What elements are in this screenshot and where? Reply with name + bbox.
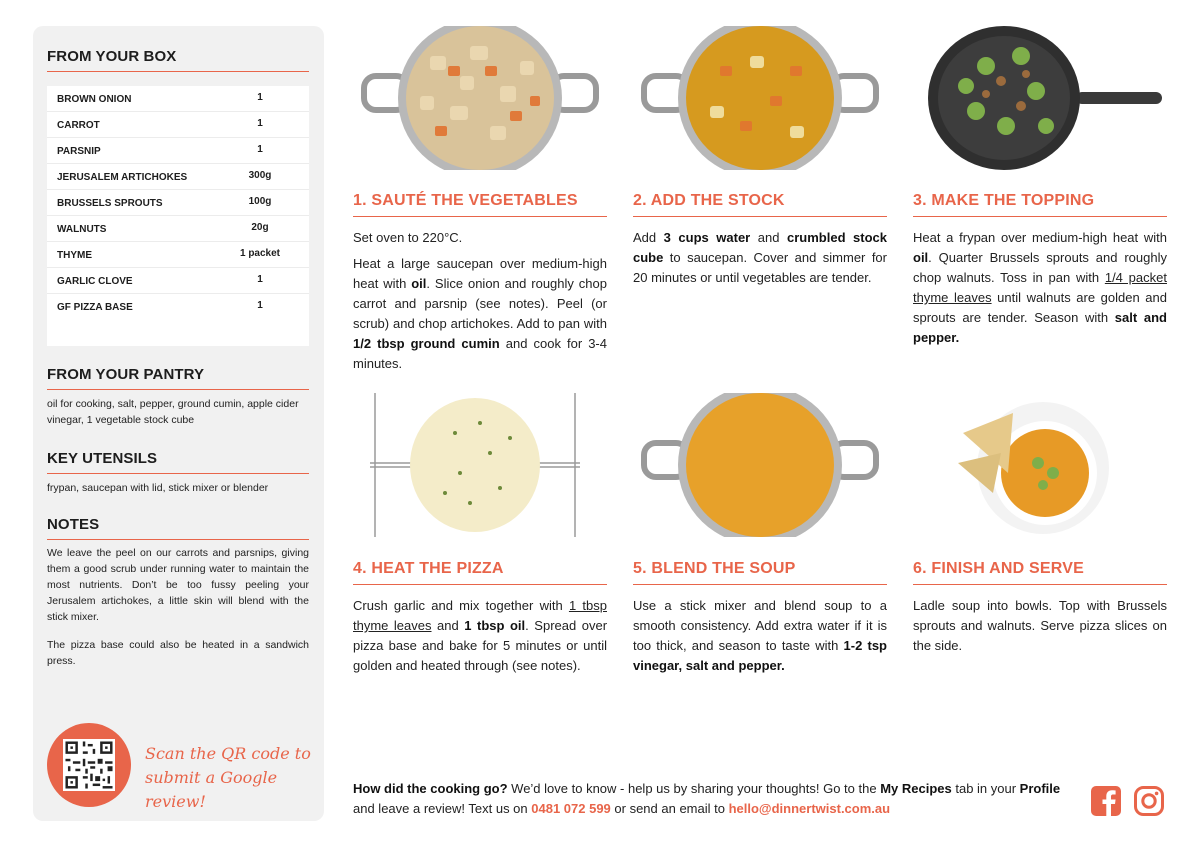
table-row	[47, 242, 309, 268]
from-your-pantry-heading: FROM YOUR PANTRY	[47, 366, 309, 390]
step-1-line-1: Set oven to 220°C.	[353, 230, 463, 245]
email-link[interactable]: hello@dinnertwist.com.au	[728, 801, 891, 816]
ingredient-qty: 1 packet	[239, 248, 281, 259]
table-row	[47, 294, 309, 320]
ingredient-qty: 1	[257, 118, 263, 129]
ingredient-qty: 1	[257, 274, 263, 285]
qr-review-note	[145, 742, 324, 814]
saute-vegetables-photo	[360, 26, 600, 170]
ingredient-qty: 20g	[251, 222, 269, 233]
ingredient-qty: 1	[257, 144, 263, 155]
utensils-list: frypan, saucepan with lid, stick mixer or blender	[47, 482, 269, 494]
ingredient-qty: 1	[257, 92, 263, 103]
key-utensils-heading: KEY UTENSILS	[47, 450, 309, 474]
notes-heading: NOTES	[47, 516, 309, 540]
table-row	[47, 164, 309, 190]
ingredient-name: CARROT	[57, 120, 100, 131]
phone-link[interactable]: 0481 072 599	[531, 801, 611, 816]
qr-badge[interactable]	[47, 723, 131, 807]
qr-note-line-1: Scan the QR code to	[145, 744, 311, 763]
step-1-title: 1. SAUTÉ THE VEGETABLES	[353, 192, 607, 217]
ingredient-name: JERUSALEM ARTICHOKES	[57, 172, 188, 183]
table-row	[47, 112, 309, 138]
ingredient-name: GARLIC CLOVE	[57, 276, 133, 287]
instagram-icon[interactable]	[1133, 785, 1165, 817]
table-row	[47, 138, 309, 164]
step-6-title: 6. FINISH AND SERVE	[913, 560, 1167, 585]
ingredient-name: GF PIZZA BASE	[57, 302, 133, 313]
topping-frypan-photo	[926, 26, 1166, 170]
ingredient-name: PARSNIP	[57, 146, 101, 157]
profile-link[interactable]: Profile	[1019, 781, 1061, 796]
ingredient-name: BROWN ONION	[57, 94, 132, 105]
feedback-footer: How did the cooking go? We’d love to know - help us by sharing your thoughts! Go to the My Recipes tab in your Profile and leave a review! Text us on 0481 072 599 or send an email to hello@dinnertwist.com.au	[353, 781, 1061, 816]
ingredient-qty: 300g	[248, 170, 272, 181]
step-2-title: 2. ADD THE STOCK	[633, 192, 887, 217]
finished-dish-photo	[953, 393, 1113, 537]
notes-paragraph-1: We leave the peel on our carrots and parsnips, giving them a good scrub under running water to maintain the most nutrients. Don’t be too fussy peeling your Jerusalem artichokes, a little skin will blend with the stick mixer.	[47, 547, 309, 623]
blended-soup-photo	[640, 393, 880, 537]
qr-note-line-2: submit a Google review!	[145, 768, 278, 811]
step-6-body: Ladle soup into bowls. Top with Brussels sprouts and walnuts. Serve pizza slices on the side.	[913, 598, 1167, 653]
step-4-body: Crush garlic and mix together with 1 tbsp thyme leaves and 1 tbsp oil. Spread over pizza base and bake for 5 minutes or until golden and heated through (see notes).	[353, 598, 608, 673]
step-1-line-2: Heat a large saucepan over medium-high heat with oil. Slice onion and roughly chop carrot and parsnip (see notes). Peel (or scrub) and chop artichokes. Add to pan with 1/2 tbsp ground cumin and cook for 3-4 minutes.	[353, 256, 607, 371]
step-5-body: Use a stick mixer and blend soup to a smooth consistency. Add extra water if it is too thick, and season to taste with 1-2 tsp vinegar, salt and pepper.	[633, 598, 887, 673]
from-your-box-heading: FROM YOUR BOX	[47, 48, 309, 72]
step-2-body: Add 3 cups water and crumbled stock cube to saucepan. Cover and simmer for 20 minutes or until vegetables are tender.	[633, 230, 887, 285]
step-5-title: 5. BLEND THE SOUP	[633, 560, 887, 585]
ingredient-name: THYME	[57, 250, 92, 261]
notes-paragraph-2: The pizza base could also be heated in a sandwich press.	[47, 639, 309, 667]
box-ingredients-table	[47, 86, 309, 346]
ingredient-qty: 1	[257, 300, 263, 311]
step-3-title: 3. MAKE THE TOPPING	[913, 192, 1167, 217]
qr-code-icon[interactable]	[63, 739, 115, 791]
ingredient-qty: 100g	[248, 196, 272, 207]
table-row	[47, 190, 309, 216]
pizza-base-photo	[370, 393, 580, 537]
add-stock-photo	[640, 26, 880, 170]
facebook-icon[interactable]	[1090, 785, 1122, 817]
feedback-question: How did the cooking go?	[353, 781, 508, 796]
table-row	[47, 268, 309, 294]
my-recipes-link[interactable]: My Recipes	[880, 781, 952, 796]
step-1-body	[353, 228, 607, 380]
step-3-body: Heat a frypan over medium-high heat with oil. Quarter Brussels sprouts and roughly chop walnuts. Toss in pan with 1/4 packet thyme leaves until walnuts are golden and sprouts are tender. Season with salt and pepper.	[913, 230, 1167, 345]
step-4-title: 4. HEAT THE PIZZA	[353, 560, 607, 585]
ingredients-sidebar	[33, 26, 324, 821]
pantry-list: oil for cooking, salt, pepper, ground cumin, apple cider vinegar, 1 vegetable stock cube	[47, 398, 299, 426]
table-row	[47, 86, 309, 112]
ingredient-name: BRUSSELS SPROUTS	[57, 198, 163, 209]
ingredient-name: WALNUTS	[57, 224, 107, 235]
table-row	[47, 216, 309, 242]
